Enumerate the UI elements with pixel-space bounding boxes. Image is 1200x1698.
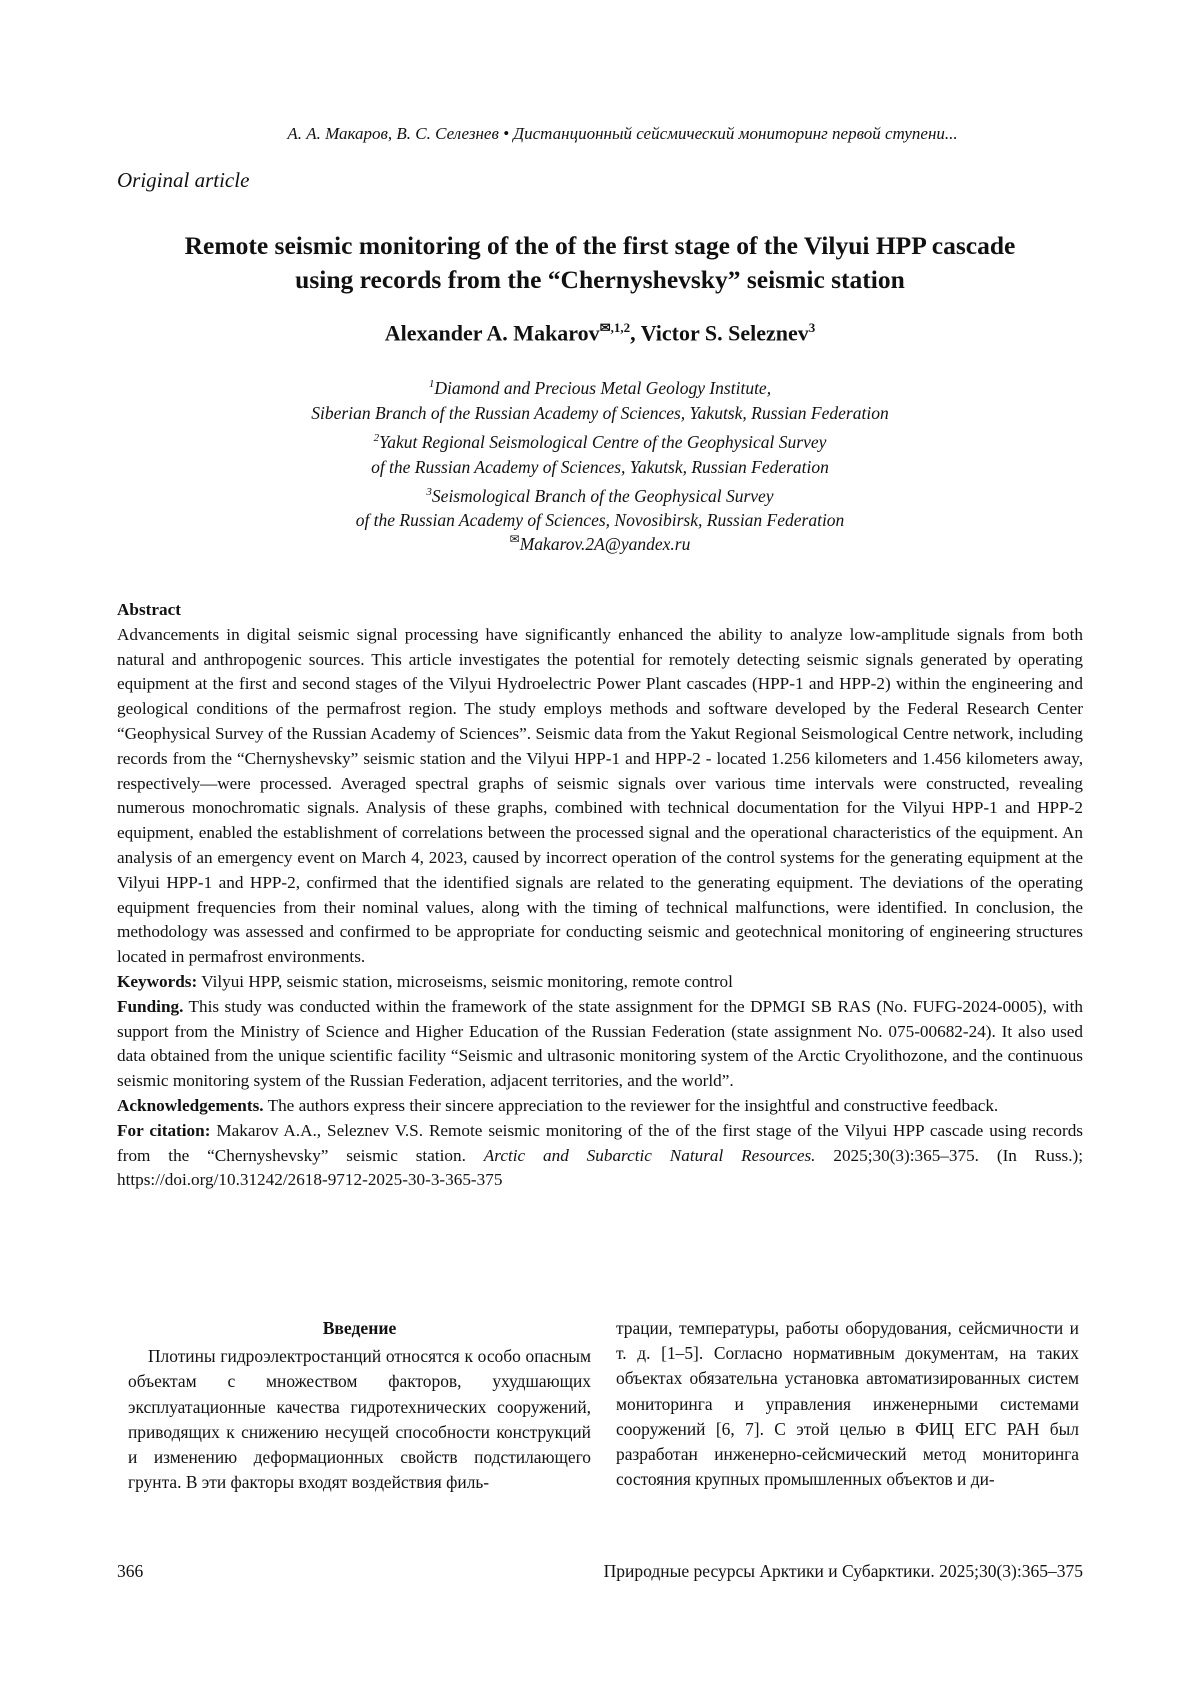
title-line-2: using records from the “Chernyshevsky” seismic station — [295, 265, 905, 294]
author-name: Victor S. Seleznev — [640, 320, 809, 346]
author-name: Alexander A. Makarov — [384, 320, 600, 346]
page-footer — [117, 1561, 1083, 1582]
body-paragraph: трации, температуры, работы оборудования, сейсмичности и т. д. [1–5]. Согласно нормативным документам, на таких объектах обязательна установка автоматизированных систем мониторинга и управления инженерными системами сооружений [6, 7]. С этой целью в ФИЦ ЕГС РАН был разработан инженерно-сейсмический метод мониторинга состояния крупных промышленных объектов и ди- — [616, 1318, 1079, 1490]
abstract-text: Advancements in digital seismic signal processing have significantly enhanced the ability to analyze low-amplitude signals from both natural and anthropogenic sources. This article investigates the potential for remotely detecting seismic signals generated by operating equipment at the first and second stages of the Vilyui Hydroelectric Power Plant cascades (HPP-1 and HPP-2) within the engineering and geological conditions of the permafrost region. The study employs methods and software developed by the Federal Research Center “Geophysical Survey of the Russian Academy of Sciences”. Seismic data from the Yakut Regional Seismological Centre network, including records from the “Chernyshevsky” seismic station and the Vilyui HPP-1 and HPP-2 - located 1.256 kilometers and 1.456 kilometers away, respectively—were processed. Averaged spectral graphs of seismic signals over various time intervals were constructed, revealing numerous monochromatic signals. Analysis of these graphs, combined with technical documentation for the Vilyui HPP-1 and HPP-2 equipment, enabled the establishment of correlations between the processed signal and the operational characteristics of the equipment. An analysis of an emergency event on March 4, 2023, caused by incorrect operation of the control systems for the generating equipment at the Vilyui HPP-1 and HPP-2, confirmed that the identified signals are related to the generating equipment. The deviations of the operating equipment frequencies from their nominal values, along with the timing of technical malfunctions, were identified. In conclusion, the methodology was assessed and confirmed to be appropriate for conducting seismic and geotechnical monitoring of engineering structures located in permafrost environments. — [117, 624, 1083, 967]
body-column-right — [616, 1316, 1079, 1492]
abstract-heading: Abstract — [117, 600, 181, 619]
citation-journal: Arctic and Subarctic Natural Resources. — [483, 1145, 816, 1165]
author-superscript: 3 — [808, 320, 816, 335]
affiliations — [0, 372, 1200, 533]
corresponding-email[interactable] — [0, 532, 1200, 555]
article-type: Original article — [117, 168, 250, 192]
section-heading: Введение — [322, 1318, 397, 1338]
abstract-section — [117, 598, 1083, 1193]
keywords: Keywords: Vilyui HPP, seismic station, microseisms, seismic monitoring, remote control — [117, 971, 733, 991]
author-superscript: ✉,1,2 — [599, 320, 631, 335]
affiliation-line: Siberian Branch of the Russian Academy of Sciences, Yakutsk, Russian Federation — [311, 402, 889, 423]
page-number: 366 — [117, 1561, 144, 1581]
affiliation-line: of the Russian Academy of Sciences, Yakutsk, Russian Federation — [371, 456, 829, 477]
envelope-icon: ✉ — [599, 320, 611, 335]
affiliation-line: of the Russian Academy of Sciences, Novosibirsk, Russian Federation — [355, 510, 845, 531]
citation-doi[interactable]: 2025;30(3):365–375. (In Russ.); https://doi.org/10.31242/2618-9712-2025-30-3-365-375 — [117, 1145, 1084, 1190]
footer-journal-ref: Природные ресурсы Арктики и Субарктики. 2025;30(3):365–375 — [603, 1561, 1083, 1581]
affiliation-line: $^1$Diamond and Precious Metal Geology Institute, — [428, 377, 772, 398]
funding: Funding. This study was conducted within the framework of the state assignment for the DPMGI SB RAS (No. FUFG-2024-0005), with support from the Ministry of Science and Higher Education of the Russian Federation (state assignment No. 075-00682-24). It also used data obtained from the unique scientific facility “Seismic and ultrasonic monitoring system of the Arctic Cryolithozone, and the continuous seismic monitoring system of the Russian Federation, adjacent territories, and the world”. — [117, 996, 1083, 1091]
affiliation-line: $^3$Seismological Branch of the Geophysical Survey — [426, 485, 774, 506]
citation: For citation: Makarov A.A., Seleznev V.S. Remote seismic monitoring of the of the first stage of the Vilyui HPP cascade using records from the “Chernyshevsky” seismic station. Arctic and Subarctic Natural Resources. 2025;30(3):365–375. (In Russ.); https://doi.org/10.31242/2618-9712-2025-30-3-365-375 — [117, 1120, 1084, 1190]
acknowledgements: Acknowledgements. The authors express their sincere appreciation to the reviewer for the insightful and constructive feedback. — [117, 1095, 999, 1115]
title-line-1: Remote seismic monitoring of the of the first stage of the Vilyui HPP cascade — [184, 231, 1016, 260]
running-head: А. А. Макаров, В. С. Селезнев • Дистанционный сейсмический мониторинг первой ступени... — [287, 124, 958, 143]
body-paragraph: Плотины гидроэлектростанций относятся к особо опасным объектам с множеством факторов, ухудшающих эксплуатационные качества гидротехнических сооружений, приводящих к снижению несущей способности конструкций и изменению деформационных свойств подстилающего грунта. В эти факторы входят воздействия филь- — [128, 1346, 591, 1493]
affiliation-line: $^2$Yakut Regional Seismological Centre of the Geophysical Survey — [373, 431, 827, 452]
email-address[interactable]: Makarov.2A@yandex.ru — [519, 533, 691, 554]
article-title — [100, 229, 1100, 297]
author-list: Alexander A. Makarov$^{✉,1,2}$, Victor S. Seleznev$^3$ — [384, 320, 816, 346]
envelope-icon: ✉ — [509, 532, 520, 546]
body-column-left — [128, 1316, 591, 1495]
